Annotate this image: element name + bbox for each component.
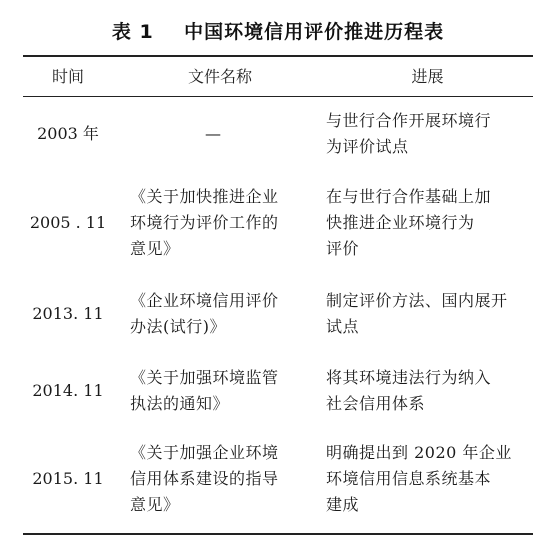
row-time [23, 121, 113, 147]
row-document-line: — [205, 124, 222, 143]
row-document-line: 办法(试行)》 [130, 317, 226, 336]
header-time: 时间 [51, 67, 84, 86]
row-document [130, 440, 315, 518]
row-time-text: 2005 . 11 [29, 213, 107, 232]
row-time [23, 378, 113, 404]
row-document-line: 意见》 [130, 495, 180, 514]
row-progress-line: 将其环境违法行为纳入 [326, 368, 492, 387]
row-document-line: 《企业环境信用评价 [130, 291, 279, 310]
row-time-text: 2015. 11 [32, 469, 104, 488]
row-document [130, 288, 315, 340]
row-document [130, 184, 315, 262]
row-progress [326, 288, 531, 340]
row-document-line: 《关于加快推进企业 [130, 187, 279, 206]
row-document-line: 《关于加强企业环境 [130, 443, 279, 462]
table-bottom-rule [23, 533, 533, 535]
table-title: 表 1 中国环境信用评价推进历程表 [111, 21, 445, 43]
row-document-line: 信用体系建设的指导 [130, 469, 279, 488]
row-document-line: 执法的通知》 [130, 394, 230, 413]
row-progress-line: 社会信用体系 [326, 394, 426, 413]
row-progress-line: 制定评价方法、国内展开 [326, 291, 508, 310]
row-document-line: 环境行为评价工作的 [130, 213, 279, 232]
header-divider-rule [23, 96, 533, 97]
table-top-rule [23, 55, 533, 57]
row-time-text: 2014. 11 [32, 381, 104, 400]
row-time [23, 466, 113, 492]
row-progress [326, 108, 531, 160]
row-progress-line: 环境信用信息系统基本 [326, 469, 492, 488]
row-progress-line: 在与世行合作基础上加 [326, 187, 492, 206]
row-time-text: 2003 年 [37, 124, 99, 143]
row-progress [326, 184, 531, 262]
row-progress [326, 440, 531, 518]
row-progress-line: 评价 [326, 239, 360, 258]
row-time-text: 2013. 11 [32, 304, 104, 323]
row-progress-line: 快推进企业环境行为 [326, 213, 475, 232]
row-time [23, 210, 113, 236]
row-progress [326, 365, 531, 417]
row-document [205, 121, 245, 147]
header-progress: 进展 [411, 67, 444, 86]
row-progress-line: 为评价试点 [326, 137, 409, 156]
row-progress-line: 明确提出到 2020 年企业 [326, 443, 512, 462]
row-time [23, 301, 113, 327]
row-document [130, 365, 315, 417]
row-progress-line: 试点 [326, 317, 360, 336]
row-document-line: 意见》 [130, 239, 180, 258]
header-document-name: 文件名称 [187, 67, 252, 86]
row-progress-line: 建成 [326, 495, 360, 514]
row-progress-line: 与世行合作开展环境行 [326, 111, 492, 130]
row-document-line: 《关于加强环境监管 [130, 368, 279, 387]
